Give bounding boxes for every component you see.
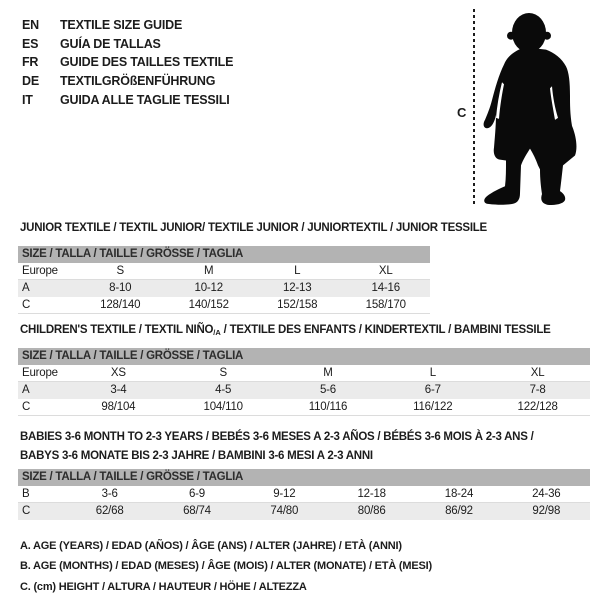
value-cell: XL xyxy=(378,265,393,277)
title-line-1: BABIES 3-6 MONTH TO 2-3 YEARS / BEBÉS 3-6 MESES A 2-3 AÑOS / BÉBÉS 3-6 MOIS À 2-3 ANS / xyxy=(20,431,534,443)
value-cell: 152/158 xyxy=(277,299,318,311)
value-cell: 3-6 xyxy=(101,488,118,500)
value-cell: S xyxy=(116,265,124,277)
value-cell: 110/116 xyxy=(308,401,348,413)
children-size-table xyxy=(18,348,590,416)
lang-code: ES xyxy=(22,36,39,51)
height-dashed-line xyxy=(473,9,475,204)
value-cell: M xyxy=(323,367,333,379)
height-measure-label: C xyxy=(457,105,467,120)
value-cell: 80/86 xyxy=(357,505,386,517)
value-cell: 92/98 xyxy=(532,505,561,517)
legend-line-a: A. AGE (YEARS) / EDAD (AÑOS) / ÂGE (ANS) / ALTER (JAHRE) / ETÀ (ANNI) xyxy=(20,540,402,552)
value-cell: 8-10 xyxy=(109,282,132,294)
junior-size-table xyxy=(18,246,430,314)
lang-code: FR xyxy=(22,55,39,70)
lang-row-it xyxy=(22,91,233,110)
lang-code: EN xyxy=(22,18,39,32)
value-cell: 62/68 xyxy=(95,505,124,517)
table-row-height xyxy=(18,503,590,520)
value-cell: XS xyxy=(110,367,126,379)
legend-line-b: B. AGE (MONTHS) / EDAD (MESES) / ÂGE (MOIS) / ALTER (MONATE) / ETÀ (MESI) xyxy=(20,560,432,573)
value-cell: 6-9 xyxy=(188,488,205,500)
title-text: CHILDREN'S TEXTILE / TEXTIL NIÑO xyxy=(20,324,214,336)
table-row-age xyxy=(18,382,590,399)
lang-title: GUIDE DES TAILLES TEXTILE xyxy=(60,55,234,70)
lang-title: GUIDA ALLE TAGLIE TESSILI xyxy=(60,92,230,107)
value-cell: 3-4 xyxy=(110,384,127,396)
value-cell: 7-8 xyxy=(529,384,546,396)
value-cell: 4-5 xyxy=(215,384,232,396)
row-label-cell: Europe xyxy=(22,265,58,277)
value-cell: 12-18 xyxy=(357,488,386,500)
row-label-cell: A xyxy=(22,282,30,294)
value-cell: 68/74 xyxy=(183,505,211,517)
row-label-cell: A xyxy=(22,384,30,396)
value-cell: 5-6 xyxy=(319,384,336,396)
legend-line-c: C. (cm) HEIGHT / ALTURA / HAUTEUR / HÖHE / ALTEZZA xyxy=(20,580,307,593)
value-cell: 128/140 xyxy=(100,299,141,311)
title-subscript: /A xyxy=(213,328,221,337)
row-label-cell: C xyxy=(22,299,31,311)
children-section-title xyxy=(20,321,551,342)
value-cell: 140/152 xyxy=(188,299,229,311)
table-row-europe xyxy=(18,263,430,280)
lang-title: TEXTILE SIZE GUIDE xyxy=(60,18,183,32)
row-label-cell: B xyxy=(22,488,30,500)
lang-row-de xyxy=(22,72,233,91)
table-row-height xyxy=(18,297,430,314)
value-cell: 158/170 xyxy=(365,299,406,311)
title-line-2: BABYS 3-6 MONATE BIS 2-3 JAHRE / BAMBINI 3-6 MESI A 2-3 ANNI xyxy=(20,450,373,463)
lang-code: DE xyxy=(22,74,39,89)
lang-row-fr xyxy=(22,53,233,72)
size-header-bar: SIZE / TALLA / TAILLE / GRÖSSE / TAGLIA xyxy=(18,469,590,486)
measure-legend xyxy=(20,536,432,597)
language-title-list xyxy=(22,16,233,110)
value-cell: 14-16 xyxy=(371,282,400,294)
table-row-height xyxy=(18,399,590,416)
value-cell: 10-12 xyxy=(194,282,223,294)
title-text: / TEXTILE DES ENFANTS / KINDERTEXTIL / BAMBINI TESSILE xyxy=(220,324,551,336)
row-label-cell: Europe xyxy=(22,367,58,379)
size-header-bar: SIZE / TALLA / TAILLE / GRÖSSE / TAGLIA xyxy=(18,246,430,263)
lang-title: GUÍA DE TALLAS xyxy=(60,36,161,51)
value-cell: XL xyxy=(530,367,545,379)
babies-size-table xyxy=(18,469,590,520)
lang-row-es xyxy=(22,35,233,54)
value-cell: 104/110 xyxy=(203,401,243,413)
value-cell: 24-36 xyxy=(532,488,561,500)
babies-section-title xyxy=(20,428,534,467)
value-cell: 9-12 xyxy=(273,488,296,500)
row-label-cell: C xyxy=(22,505,31,517)
value-cell: S xyxy=(219,367,227,379)
value-cell: M xyxy=(204,265,214,277)
value-cell: 12-13 xyxy=(283,282,312,294)
value-cell: 6-7 xyxy=(424,384,441,396)
value-cell: 86/92 xyxy=(445,505,473,517)
baby-silhouette-icon xyxy=(482,9,582,207)
value-cell: 74/80 xyxy=(270,505,299,517)
value-cell: L xyxy=(294,265,301,277)
table-row-age xyxy=(18,280,430,297)
table-row-months xyxy=(18,486,590,503)
value-cell: 116/122 xyxy=(413,401,453,413)
value-cell: 18-24 xyxy=(444,488,474,500)
lang-code: IT xyxy=(22,92,33,107)
lang-title: TEXTILGRÖßENFÜHRUNG xyxy=(60,74,216,89)
size-header-bar: SIZE / TALLA / TAILLE / GRÖSSE / TAGLIA xyxy=(18,348,590,365)
table-row-europe xyxy=(18,365,590,382)
junior-section-title: JUNIOR TEXTILE / TEXTIL JUNIOR/ TEXTILE JUNIOR / JUNIORTEXTIL / JUNIOR TESSILE xyxy=(20,222,487,234)
value-cell: 122/128 xyxy=(517,401,558,413)
value-cell: L xyxy=(429,367,436,379)
value-cell: 98/104 xyxy=(101,401,136,413)
row-label-cell: C xyxy=(22,401,31,413)
lang-row-en xyxy=(22,16,233,35)
